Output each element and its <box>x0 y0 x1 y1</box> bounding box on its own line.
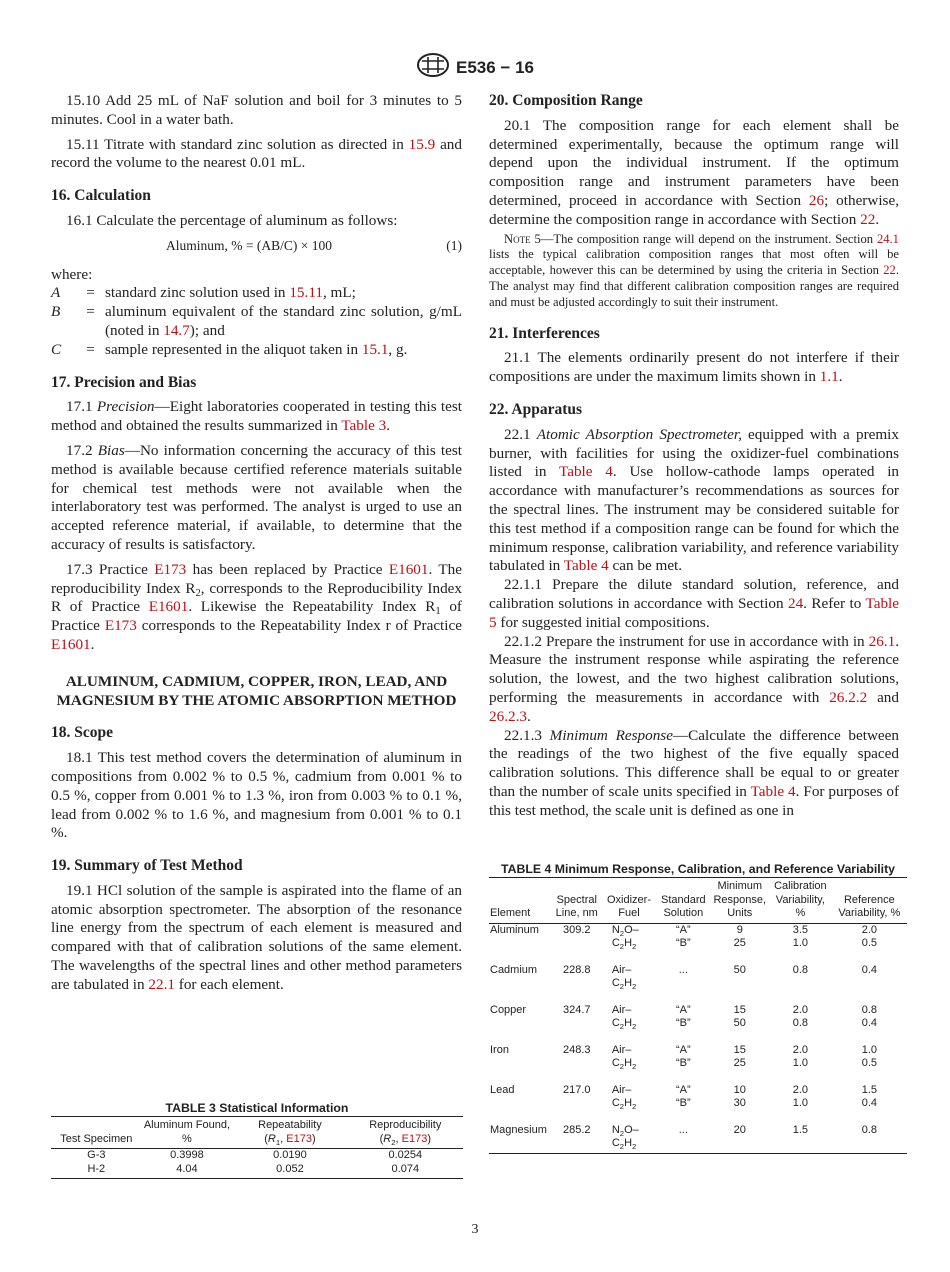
paragraph-16-1: 16.1 Calculate the percentage of aluminum as follows: <box>66 211 398 229</box>
table-row: Copper 324.7 Air– $C_2H_2$ “A” “B” 15 50 2.0 0.8 0.8 0.4 <box>490 1003 877 1031</box>
table-4 <box>489 861 907 1154</box>
left-column <box>51 92 462 995</box>
link-e173[interactable]: E173 <box>154 560 187 578</box>
paragraph-22-1: 22.1 Atomic Absorption Spectrometer, equipped with a premix burner, with facilities for using the oxidizer-fuel combinations listed in Table 4. Use hollow-cathode lamps operated in accordance with manufacturer’s recommendations as sources for the spectral lines. The instrument may be considered suitable for this test method if a composition range can be found for which the minimum response, calibration variability, and reference variability tabulated in Table 4 can be met. <box>489 425 900 575</box>
heading-17-precision: 17. Precision and Bias <box>51 373 197 391</box>
table-3-caption: TABLE 3 Statistical Information <box>165 1101 349 1115</box>
link-15-11[interactable]: 15.11 <box>289 284 323 302</box>
paragraph-22-1-2: 22.1.2 Prepare the instrument for use in accordance with in 26.1. Measure the instrument response while aspirating the reference solution, the lowest, and the two highest calibration solutions, performing the measurements in accordance with 26.2.2 and 26.2.3. <box>489 632 899 725</box>
paragraph-15-10: 15.10 Add 25 mL of NaF solution and boil for 3 minutes to 5 minutes. Cool in a water bath. <box>51 92 462 128</box>
column-header: Oxidizer-Fuel <box>602 878 656 924</box>
link-section-22[interactable]: 22 <box>883 263 896 278</box>
link-e173[interactable]: E173 <box>286 1132 312 1145</box>
page-number: 3 <box>471 1222 479 1237</box>
equation-1 <box>51 237 462 256</box>
table-4-grid <box>489 877 907 1154</box>
link-14-7[interactable]: 14.7 <box>163 321 190 339</box>
astm-logo-icon <box>416 52 450 83</box>
link-26-1[interactable]: 26.1 <box>868 632 896 650</box>
paragraph-20-1: 20.1 The composition range for each element shall be determined experimentally, because the optimum range will depend upon the individual instrument. If the optimum composition range and instrument parameters have been determined, proceed in accordance with Section 26; otherwise, determine the composition range in accordance with Section 22. <box>489 116 900 228</box>
page-header <box>0 52 950 83</box>
link-e1601[interactable]: E1601 <box>51 635 91 653</box>
paragraph-21-1: 21.1 The elements ordinarily present do not interfere if their compositions are under the maximum limits shown in 1.1. <box>489 349 899 386</box>
equation-text: Aluminum, % = (AB/C) × 100 <box>166 237 332 253</box>
link-table-4[interactable]: Table 4 <box>559 463 613 481</box>
note-5: Note 5—The composition range will depend on the instrument. Section 24.1 lists the typical calibration composition ranges that most often will be acceptable, however this can be determined by using the criteria in Section 22. The analyst may find that different calibration composition ranges are required and must be adjusted accordingly to suit their instrument. <box>489 231 899 309</box>
paragraph-15-11: 15.11 Titrate with standard zinc solution as directed in 15.9 and record the volume to the nearest 0.01 mL. <box>51 135 462 172</box>
paragraph-22-1-1: 22.1.1 Prepare the dilute standard solution, reference, and calibration solutions in accordance with Section 24. Refer to Table 5 for suggested initial compositions. <box>489 576 899 631</box>
table-row: G-3 0.3998 0.0190 0.0254 <box>87 1149 423 1161</box>
paragraph-17-2: 17.2 Bias—No information concerning the accuracy of this test method is available because certified reference materials suitable for chemical test methods were not available when the interlaboratory test was performed. The analyst is urged to use an accepted reference material, if available, to determine that the accuracy of results is satisfactory. <box>51 441 462 553</box>
link-e1601[interactable]: E1601 <box>148 598 189 616</box>
table-3 <box>51 1100 463 1179</box>
column-header: Reproducibility ($R_2$, E173) <box>348 1117 463 1149</box>
column-header: Aluminum Found, % <box>142 1117 233 1149</box>
paragraph-22-1-3: 22.1.3 Minimum Response—Calculate the difference between the readings of the two highest of the five equally spaced calibration solutions. This difference shall be equal to or greater than the number of scale units specified in Table 4. For purposes of this test method, the scale unit is defined as one in <box>489 726 900 819</box>
definition-row: C = sample represented in the aliquot taken in 15.1, g. <box>51 340 408 358</box>
table-row: H-2 4.04 0.052 0.074 <box>51 1163 463 1179</box>
table-row: Iron 248.3 Air– $C_2H_2$ “A” “B” 15 25 2.0 1.0 1.0 0.5 <box>490 1043 877 1071</box>
heading-20-composition-range: 20. Composition Range <box>489 92 643 109</box>
heading-19-summary: 19. Summary of Test Method <box>51 857 243 875</box>
column-header: Element <box>489 878 552 924</box>
paragraph-17-1: 17.1 Precision—Eight laboratories cooperated in testing this test method and obtained the results summarized in Table 3. <box>51 398 462 435</box>
column-header: Standard Solution <box>656 878 710 924</box>
column-header: Minimum Response, Units <box>711 878 770 924</box>
link-section-26[interactable]: 26 <box>808 191 825 209</box>
document-id: E536 − 16 <box>456 57 534 77</box>
table-row: Magnesium 285.2 $N_2O-$ $C_2H_2$ ... 20 1.5 0.8 <box>489 1124 907 1154</box>
equation-number: (1) <box>446 237 462 253</box>
heading-18-scope: 18. Scope <box>51 724 113 742</box>
column-header: Spectral Line, nm <box>552 878 602 924</box>
variable-definitions <box>51 284 462 359</box>
right-column <box>489 92 899 820</box>
paragraph-18-1: 18.1 This test method covers the determination of aluminum in compositions from 0.002 % to 0.5 %, cadmium from 0.001 % to 0.5 %, copper from 0.001 % to 1.3 %, iron from 0.003 % to 0.1 %, lead from 0.002 % to 1.6 %, and magnesium from 0.001 % to 0.1 %. <box>51 749 462 842</box>
table-3-grid <box>51 1116 463 1179</box>
paragraph-19-1: 19.1 HCl solution of the sample is aspirated into the flame of an atomic absorption spectrometer. The absorption of the resonance line energy from the spectrum of each element is measured and compared with that of calibration solutions of the same element. The wavelengths of the spectral lines and other method parameters are tabulated in 22.1 for each element. <box>51 881 462 993</box>
heading-22-apparatus: 22. Apparatus <box>489 400 583 418</box>
table-row: Cadmium 228.8 Air– $C_2H_2$ ... 50 0.8 0.4 <box>490 963 877 991</box>
where-label: where: <box>51 265 93 283</box>
link-26-2-2[interactable]: 26.2.2 <box>829 688 868 706</box>
column-header: Test Specimen <box>51 1117 142 1149</box>
table-4-caption: TABLE 4 Minimum Response, Calibration, and Reference Variability <box>500 862 896 876</box>
link-22-1[interactable]: 22.1 <box>148 975 175 993</box>
heading-16-calculation: 16. Calculation <box>51 187 151 205</box>
link-15-1[interactable]: 15.1 <box>361 340 389 358</box>
link-table-4[interactable]: Table 4 <box>750 782 796 800</box>
link-table-4[interactable]: Table 4 <box>563 557 609 575</box>
link-e173[interactable]: E173 <box>104 617 137 635</box>
column-header: Reference Variability, % <box>832 878 907 924</box>
table-row: Lead 217.0 Air– $C_2H_2$ “A” “B” 10 30 2.0 1.0 1.5 0.4 <box>490 1083 877 1111</box>
paragraph-17-3: 17.3 Practice E173 has been replaced by Practice E1601. The reproducibility Index $R_2$, corresponds to the Reproducibility Index R of Practice E1601. Likewise the Repeatability Index $R_1$ of Practice E173 corresponds to the Repeatability Index r of Practice E1601. <box>51 560 462 653</box>
link-1-1[interactable]: 1.1 <box>819 368 839 386</box>
definition-row: A = standard zinc solution used in 15.11, mL; <box>51 284 356 302</box>
link-15-9[interactable]: 15.9 <box>408 135 436 153</box>
link-24-1[interactable]: 24.1 <box>876 231 899 246</box>
column-header: Calibration Variability, % <box>769 878 832 924</box>
link-section-22[interactable]: 22 <box>860 210 876 228</box>
definition-row: B = aluminum equivalent of the standard zinc solution, g/mL (noted in 14.7); and <box>51 303 462 339</box>
link-26-2-3[interactable]: 26.2.3 <box>489 707 527 725</box>
heading-21-interferences: 21. Interferences <box>489 324 600 342</box>
column-header: Repeatability ($R_1$, E173) <box>232 1117 347 1149</box>
table-row: Aluminum 309.2 $N_2O-$ $C_2H_2$ “A” “B” 9 25 3.5 1.0 2.0 0.5 <box>490 923 877 951</box>
link-table-5[interactable]: Table 5 <box>489 594 899 631</box>
link-e173[interactable]: E173 <box>401 1132 428 1145</box>
link-table-3[interactable]: Table 3 <box>341 417 387 435</box>
link-section-24[interactable]: 24 <box>787 594 804 612</box>
method-section-title: ALUMINUM, CADMIUM, COPPER, IRON, LEAD, AND MAGNESIUM BY THE ATOMIC ABSORPTION METHOD <box>56 672 457 709</box>
link-e1601[interactable]: E1601 <box>388 560 429 578</box>
